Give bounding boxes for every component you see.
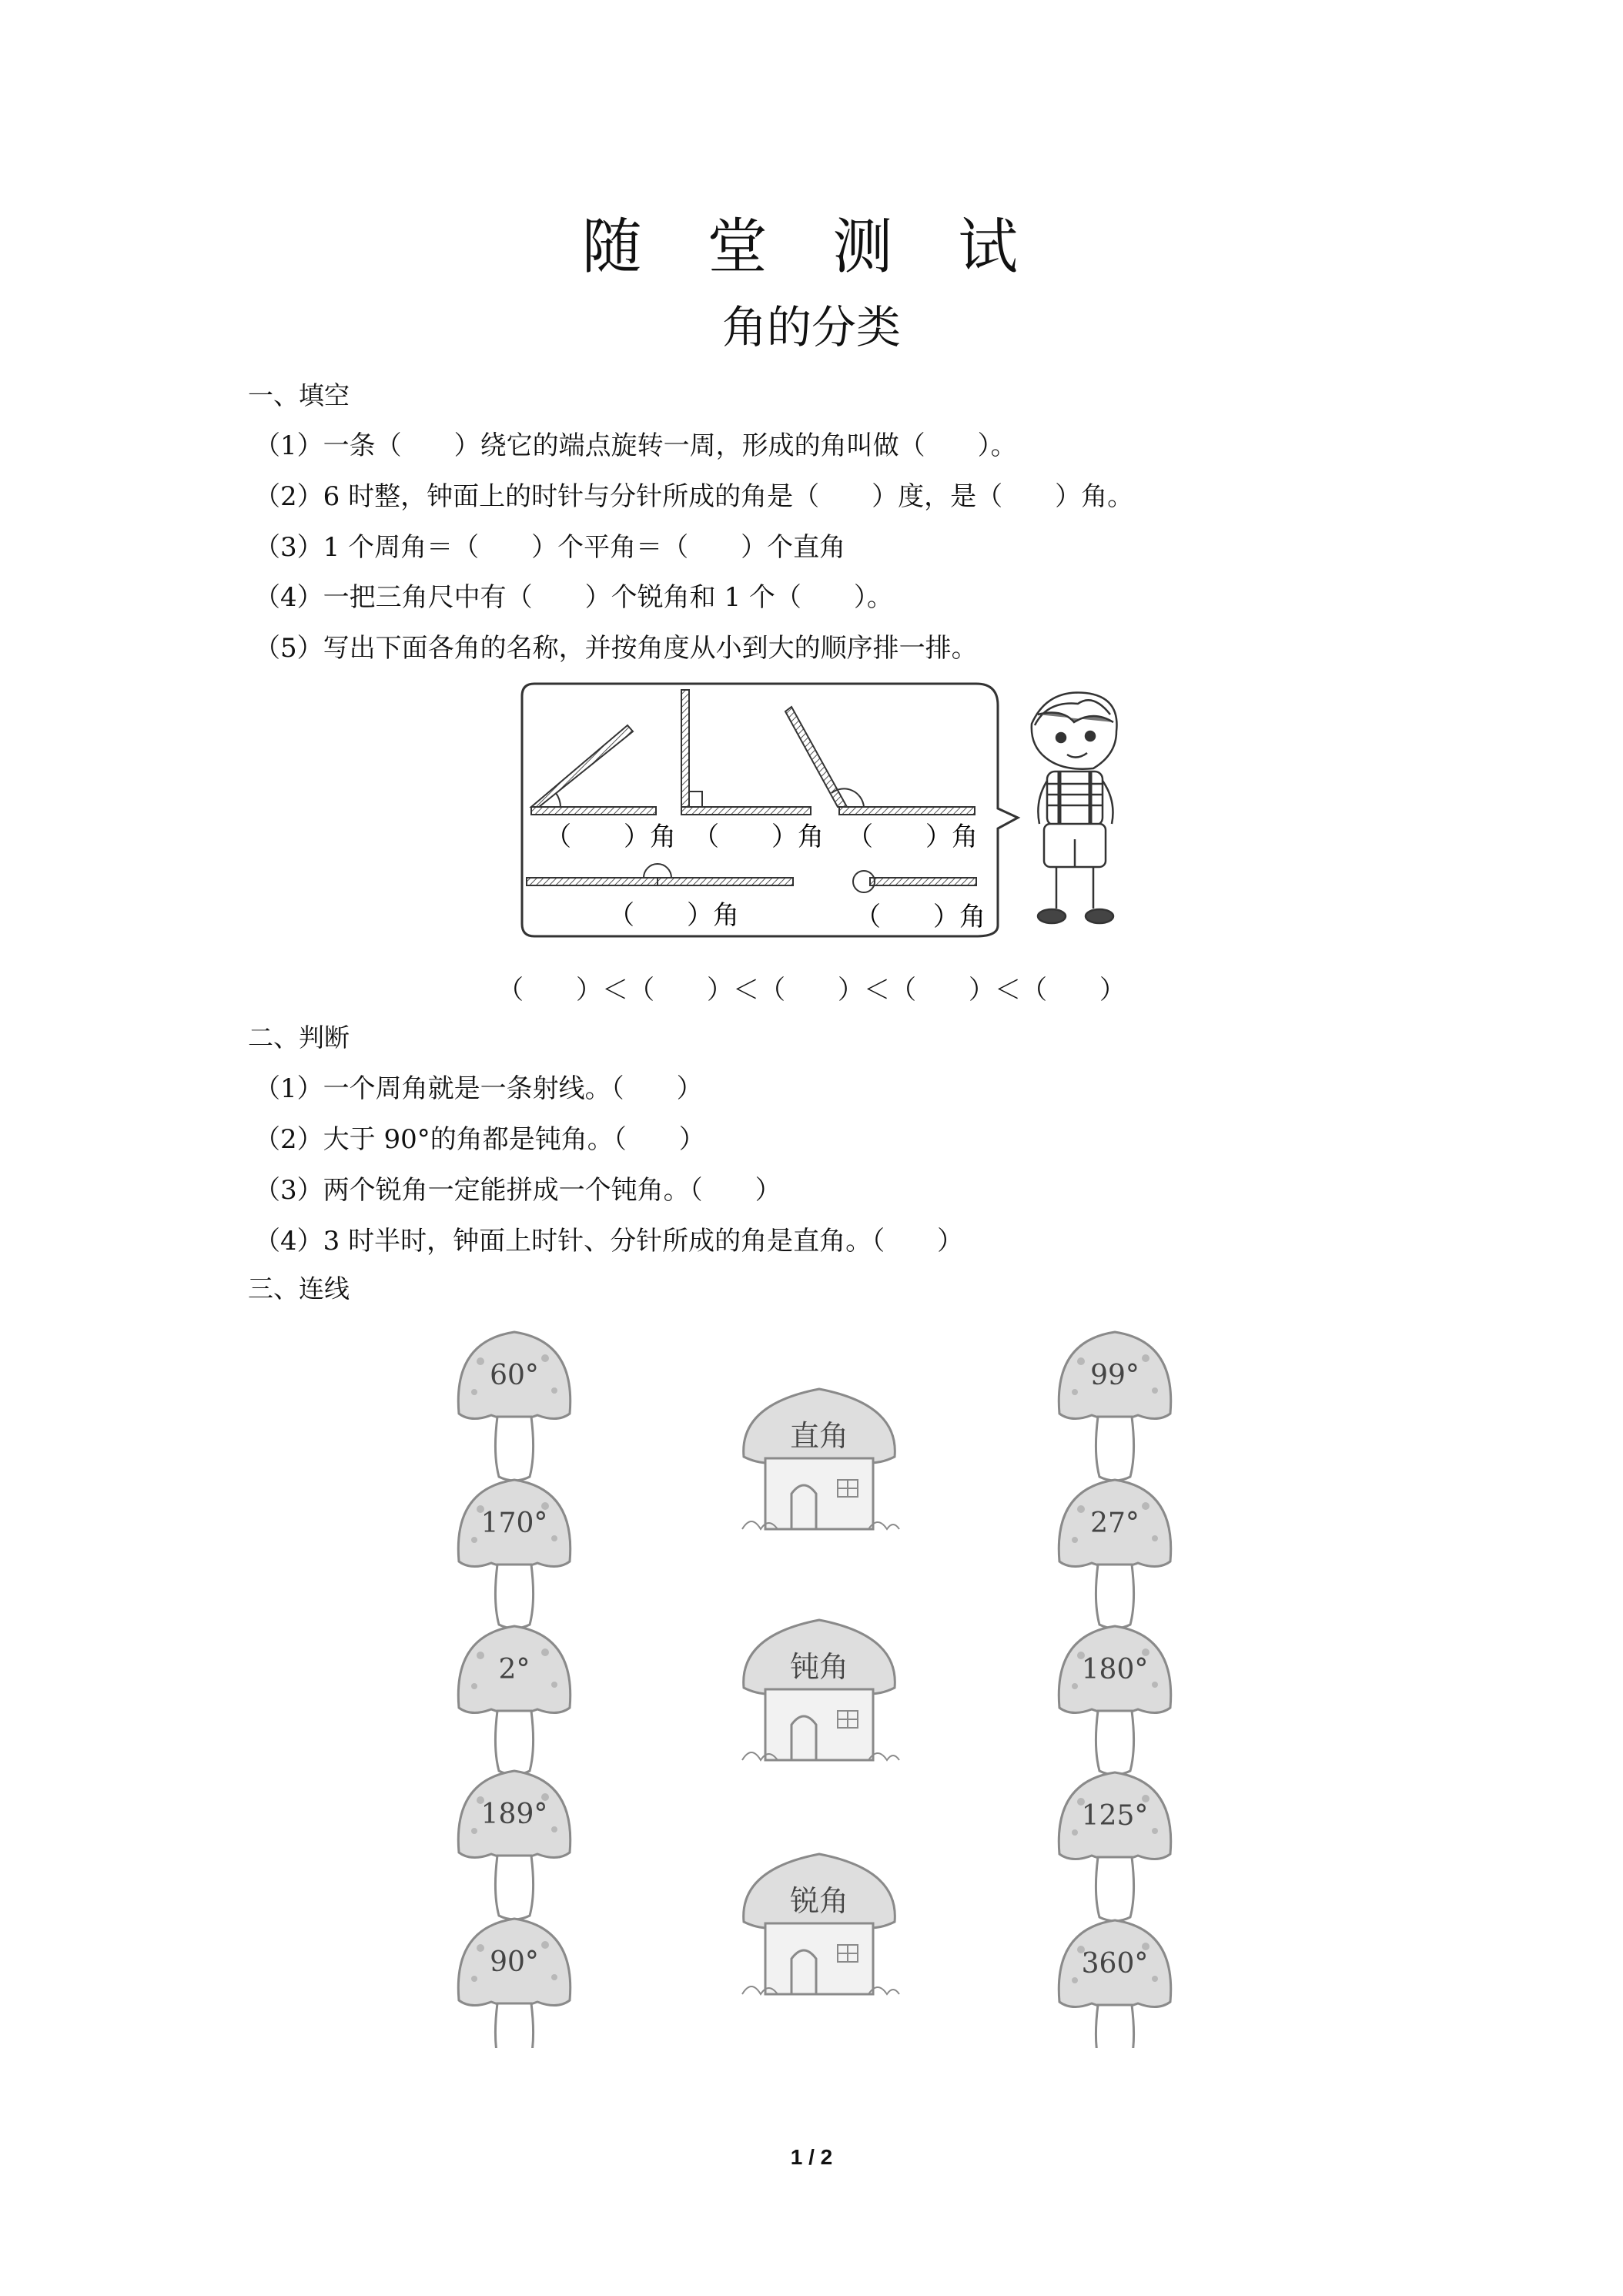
left-mushroom[interactable] xyxy=(458,1626,570,1775)
section-match-heading: 三、连线 xyxy=(248,1274,350,1304)
house[interactable] xyxy=(742,1854,899,1994)
full-angle-drawing xyxy=(853,871,976,892)
house-label: 钝角 xyxy=(789,1650,849,1684)
obtuse-angle-drawing xyxy=(785,707,975,815)
angle-label-3: （ ）角 xyxy=(847,822,978,852)
order-line: （ ）＜（ ）＜（ ）＜（ ）＜（ ） xyxy=(497,975,1126,1006)
section-judge-heading: 二、判断 xyxy=(248,1022,350,1053)
fill-question-4: （4）一把三角尺中有（ ）个锐角和 1 个（ ）。 xyxy=(254,582,893,613)
judge-question-4: （4）3 时半时，钟面上时针、分针所成的角是直角。（ ） xyxy=(254,1226,964,1257)
angle-label-5: （ ）角 xyxy=(855,902,986,932)
house-label: 锐角 xyxy=(789,1884,849,1918)
right-mushroom[interactable] xyxy=(1059,1626,1170,1775)
fill-question-2: （2）6 时整，钟面上的时针与分针所成的角是（ ）度，是（ ）角。 xyxy=(254,481,1134,512)
right-mushroom[interactable] xyxy=(1059,1332,1170,1481)
fill-question-5: （5）写出下面各角的名称，并按角度从小到大的顺序排一排。 xyxy=(254,633,978,664)
left-mushroom[interactable] xyxy=(458,1919,570,2048)
fill-question-3: （3）1 个周角＝（ ）个平角＝（ ）个直角 xyxy=(254,532,846,563)
boy-illustration xyxy=(1032,693,1117,924)
right-mushroom[interactable] xyxy=(1059,1920,1170,2048)
right-mushroom-label: 125° xyxy=(1081,1800,1149,1832)
left-mushroom-label: 170° xyxy=(480,1508,548,1539)
left-mushroom[interactable] xyxy=(458,1332,570,1481)
matching-figure xyxy=(447,1309,1186,2048)
acute-angle-drawing xyxy=(531,725,656,815)
house[interactable] xyxy=(742,1389,899,1529)
angle-figure xyxy=(508,678,1124,955)
left-mushroom-label: 90° xyxy=(490,1946,539,1978)
right-mushroom[interactable] xyxy=(1059,1772,1170,1921)
right-mushroom-label: 27° xyxy=(1090,1508,1139,1539)
angle-label-1: （ ）角 xyxy=(545,822,676,852)
left-mushroom-label: 60° xyxy=(490,1360,539,1391)
judge-question-2: （2）大于 90°的角都是钝角。（ ） xyxy=(254,1124,705,1155)
angle-label-4: （ ）角 xyxy=(608,900,739,931)
house[interactable] xyxy=(742,1620,899,1760)
judge-question-1: （1）一个周角就是一条射线。（ ） xyxy=(254,1073,703,1104)
right-mushroom[interactable] xyxy=(1059,1480,1170,1628)
right-mushroom-label: 180° xyxy=(1081,1654,1149,1685)
judge-question-3: （3）两个锐角一定能拼成一个钝角。（ ） xyxy=(254,1175,781,1206)
angle-label-2: （ ）角 xyxy=(693,822,824,852)
house-label: 直角 xyxy=(789,1419,849,1453)
right-mushroom-label: 360° xyxy=(1081,1948,1149,1980)
left-mushroom[interactable] xyxy=(458,1771,570,1919)
fill-question-1: （1）一条（ ）绕它的端点旋转一周，形成的角叫做（ ）。 xyxy=(254,430,1017,461)
left-mushroom-label: 189° xyxy=(480,1799,548,1830)
left-mushroom-label: 2° xyxy=(498,1654,530,1685)
page-subtitle: 角的分类 xyxy=(721,301,901,353)
page-title: 随 堂 测 试 xyxy=(581,213,1042,282)
right-mushroom-label: 99° xyxy=(1090,1360,1139,1391)
left-mushroom[interactable] xyxy=(458,1480,570,1628)
section-fill-blank-heading: 一、填空 xyxy=(248,380,350,410)
page-number: 1 / 2 xyxy=(790,2145,833,2169)
straight-angle-drawing xyxy=(527,864,793,885)
